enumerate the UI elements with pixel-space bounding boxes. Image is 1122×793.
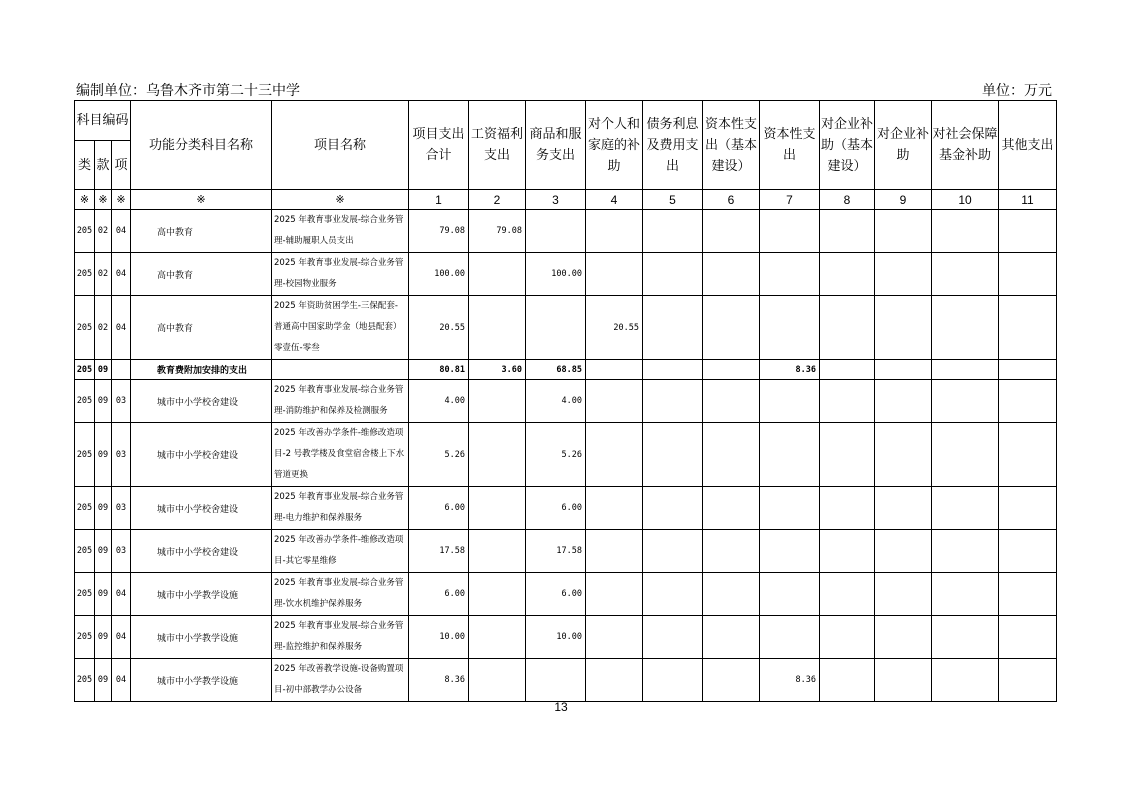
cell-value <box>932 296 999 360</box>
cell-value <box>875 616 932 659</box>
cell-func-name: 高中教育 <box>131 210 272 253</box>
cell-value <box>760 210 820 253</box>
cell-value <box>526 210 586 253</box>
cell-value: 5.26 <box>526 423 586 487</box>
symbol-mark: ※ <box>272 190 409 210</box>
cell-proj-name: 2025 年改善办学条件-维修改造项目-其它零星维修 <box>272 530 409 573</box>
table-row <box>75 573 1057 616</box>
cell-kuan: 09 <box>95 360 112 380</box>
cell-value: 6.00 <box>526 573 586 616</box>
cell-value <box>820 423 875 487</box>
cell-value <box>526 296 586 360</box>
header-proj-name: 项目名称 <box>272 101 409 190</box>
column-number: 4 <box>586 190 643 210</box>
cell-value: 6.00 <box>409 573 469 616</box>
cell-xiang: 04 <box>112 573 131 616</box>
cell-xiang: 04 <box>112 659 131 702</box>
cell-value <box>643 296 703 360</box>
cell-value <box>999 253 1057 296</box>
cell-value <box>932 253 999 296</box>
cell-proj-name: 2025 年资助贫困学生-三保配套-普通高中国家助学金（地县配套）零壹伍-零叁 <box>272 296 409 360</box>
cell-value <box>643 487 703 530</box>
cell-value <box>526 659 586 702</box>
column-number: 2 <box>469 190 526 210</box>
cell-value <box>586 423 643 487</box>
cell-value: 17.58 <box>526 530 586 573</box>
cell-value <box>999 360 1057 380</box>
cell-value <box>469 659 526 702</box>
cell-value <box>932 210 999 253</box>
cell-proj-name <box>272 360 409 380</box>
column-number: 11 <box>999 190 1057 210</box>
header-code-group: 科目编码 <box>75 101 131 141</box>
cell-value <box>703 296 760 360</box>
cell-value: 68.85 <box>526 360 586 380</box>
header-col-11: 其他支出 <box>999 101 1057 190</box>
cell-lei: 205 <box>75 530 95 573</box>
cell-value <box>643 360 703 380</box>
cell-value: 10.00 <box>526 616 586 659</box>
cell-value: 8.36 <box>409 659 469 702</box>
cell-xiang: 03 <box>112 423 131 487</box>
cell-xiang <box>112 360 131 380</box>
cell-value <box>643 253 703 296</box>
cell-value <box>999 296 1057 360</box>
cell-value <box>703 616 760 659</box>
cell-value <box>703 253 760 296</box>
cell-value: 3.60 <box>469 360 526 380</box>
column-number: 5 <box>643 190 703 210</box>
cell-value <box>820 360 875 380</box>
cell-kuan: 02 <box>95 296 112 360</box>
cell-value <box>760 423 820 487</box>
cell-value <box>932 487 999 530</box>
cell-value <box>932 530 999 573</box>
compiling-unit: 编制单位：乌鲁木齐市第二十三中学 <box>76 83 300 99</box>
cell-func-name: 城市中小学校舍建设 <box>131 380 272 423</box>
cell-value: 100.00 <box>526 253 586 296</box>
cell-value: 4.00 <box>409 380 469 423</box>
cell-value: 10.00 <box>409 616 469 659</box>
header-col-4: 对个人和家庭的补助 <box>586 101 643 190</box>
currency-unit: 单位：万元 <box>982 83 1052 99</box>
cell-value: 6.00 <box>409 487 469 530</box>
cell-value <box>586 380 643 423</box>
cell-value <box>703 380 760 423</box>
cell-value <box>469 530 526 573</box>
cell-value <box>820 530 875 573</box>
cell-value <box>999 573 1057 616</box>
header-kuan: 款 <box>95 141 112 190</box>
header-col-5: 债务利息及费用支出 <box>643 101 703 190</box>
symbol-row <box>75 190 1057 210</box>
column-number: 6 <box>703 190 760 210</box>
cell-value <box>469 616 526 659</box>
cell-value <box>875 253 932 296</box>
cell-value: 20.55 <box>409 296 469 360</box>
cell-value <box>999 530 1057 573</box>
cell-value <box>703 423 760 487</box>
cell-value <box>643 616 703 659</box>
cell-value <box>875 210 932 253</box>
cell-xiang: 03 <box>112 487 131 530</box>
cell-value <box>469 573 526 616</box>
column-number: 1 <box>409 190 469 210</box>
column-number: 10 <box>932 190 999 210</box>
cell-value <box>643 530 703 573</box>
cell-value <box>932 616 999 659</box>
cell-lei: 205 <box>75 210 95 253</box>
cell-xiang: 03 <box>112 530 131 573</box>
table-row <box>75 423 1057 487</box>
cell-value: 20.55 <box>586 296 643 360</box>
cell-value <box>820 659 875 702</box>
header-col-6: 资本性支出（基本建设） <box>703 101 760 190</box>
header-col-3: 商品和服务支出 <box>526 101 586 190</box>
cell-func-name: 城市中小学教学设施 <box>131 659 272 702</box>
header-col-9: 对企业补助 <box>875 101 932 190</box>
header-lei: 类 <box>75 141 95 190</box>
cell-value <box>643 573 703 616</box>
cell-func-name: 高中教育 <box>131 253 272 296</box>
cell-xiang: 04 <box>112 253 131 296</box>
cell-value <box>760 530 820 573</box>
table-row <box>75 253 1057 296</box>
cell-value <box>820 380 875 423</box>
cell-value: 8.36 <box>760 360 820 380</box>
cell-value: 5.26 <box>409 423 469 487</box>
table-row <box>75 659 1057 702</box>
header-col-7: 资本性支出 <box>760 101 820 190</box>
cell-proj-name: 2025 年教育事业发展-综合业务管理-电力维护和保养服务 <box>272 487 409 530</box>
cell-value <box>875 380 932 423</box>
cell-value <box>643 210 703 253</box>
cell-value <box>469 487 526 530</box>
cell-value <box>586 659 643 702</box>
cell-value <box>760 296 820 360</box>
cell-value <box>875 423 932 487</box>
column-number: 8 <box>820 190 875 210</box>
cell-value: 17.58 <box>409 530 469 573</box>
cell-lei: 205 <box>75 380 95 423</box>
cell-value <box>875 296 932 360</box>
cell-value <box>999 210 1057 253</box>
symbol-mark: ※ <box>112 190 131 210</box>
cell-value: 80.81 <box>409 360 469 380</box>
cell-kuan: 09 <box>95 659 112 702</box>
cell-value <box>703 659 760 702</box>
cell-value <box>586 360 643 380</box>
cell-value <box>820 616 875 659</box>
cell-value <box>999 423 1057 487</box>
symbol-mark: ※ <box>75 190 95 210</box>
cell-kuan: 09 <box>95 380 112 423</box>
cell-value <box>586 253 643 296</box>
cell-kuan: 02 <box>95 253 112 296</box>
header-col-8: 对企业补助（基本建设） <box>820 101 875 190</box>
cell-value <box>760 616 820 659</box>
cell-value <box>760 487 820 530</box>
cell-xiang: 04 <box>112 210 131 253</box>
cell-value <box>999 487 1057 530</box>
cell-value: 6.00 <box>526 487 586 530</box>
cell-value <box>586 616 643 659</box>
cell-value <box>875 659 932 702</box>
cell-value <box>820 253 875 296</box>
cell-value <box>820 210 875 253</box>
cell-func-name: 城市中小学校舍建设 <box>131 487 272 530</box>
cell-value <box>875 573 932 616</box>
cell-lei: 205 <box>75 487 95 530</box>
column-number: 9 <box>875 190 932 210</box>
table-row <box>75 616 1057 659</box>
cell-value <box>469 253 526 296</box>
cell-value <box>703 530 760 573</box>
cell-proj-name: 2025 年教育事业发展-综合业务管理-辅助履职人员支出 <box>272 210 409 253</box>
cell-value <box>643 380 703 423</box>
header-col-2: 工资福利支出 <box>469 101 526 190</box>
cell-value: 79.08 <box>469 210 526 253</box>
table-row <box>75 360 1057 380</box>
cell-func-name: 城市中小学校舍建设 <box>131 423 272 487</box>
cell-value: 100.00 <box>409 253 469 296</box>
table-row <box>75 380 1057 423</box>
budget-table <box>74 100 1057 702</box>
header-col-10: 对社会保障基金补助 <box>932 101 999 190</box>
cell-value <box>999 380 1057 423</box>
cell-kuan: 09 <box>95 616 112 659</box>
header-col-1: 项目支出合计 <box>409 101 469 190</box>
cell-kuan: 02 <box>95 210 112 253</box>
cell-proj-name: 2025 年教育事业发展-综合业务管理-校园物业服务 <box>272 253 409 296</box>
cell-value <box>820 487 875 530</box>
cell-xiang: 04 <box>112 296 131 360</box>
cell-xiang: 03 <box>112 380 131 423</box>
cell-proj-name: 2025 年教育事业发展-综合业务管理-消防维护和保养及检测服务 <box>272 380 409 423</box>
cell-value <box>703 573 760 616</box>
cell-lei: 205 <box>75 423 95 487</box>
cell-value <box>760 253 820 296</box>
symbol-mark: ※ <box>95 190 112 210</box>
cell-value <box>932 423 999 487</box>
cell-value <box>469 296 526 360</box>
cell-proj-name: 2025 年改善办学条件-维修改造项目-2 号教学楼及食堂宿舍楼上下水管道更换 <box>272 423 409 487</box>
cell-value <box>586 573 643 616</box>
cell-value <box>760 573 820 616</box>
cell-lei: 205 <box>75 296 95 360</box>
column-number: 7 <box>760 190 820 210</box>
cell-value <box>932 380 999 423</box>
cell-lei: 205 <box>75 360 95 380</box>
cell-value <box>586 530 643 573</box>
table-row <box>75 296 1057 360</box>
cell-value <box>586 210 643 253</box>
cell-value <box>643 659 703 702</box>
cell-proj-name: 2025 年教育事业发展-综合业务管理-监控维护和保养服务 <box>272 616 409 659</box>
cell-value <box>820 296 875 360</box>
cell-value <box>469 380 526 423</box>
cell-value <box>875 530 932 573</box>
column-number: 3 <box>526 190 586 210</box>
cell-value: 4.00 <box>526 380 586 423</box>
cell-value <box>703 360 760 380</box>
header-xiang: 项 <box>112 141 131 190</box>
cell-value <box>703 487 760 530</box>
cell-kuan: 09 <box>95 423 112 487</box>
cell-func-name: 高中教育 <box>131 296 272 360</box>
cell-value <box>875 487 932 530</box>
cell-kuan: 09 <box>95 487 112 530</box>
cell-kuan: 09 <box>95 573 112 616</box>
cell-value <box>469 423 526 487</box>
cell-value <box>999 659 1057 702</box>
cell-value <box>932 360 999 380</box>
cell-value: 79.08 <box>409 210 469 253</box>
cell-value <box>760 380 820 423</box>
cell-func-name: 城市中小学校舍建设 <box>131 530 272 573</box>
page-number: 13 <box>554 700 568 714</box>
cell-proj-name: 2025 年教育事业发展-综合业务管理-饮水机维护保养服务 <box>272 573 409 616</box>
cell-value <box>932 573 999 616</box>
cell-value <box>875 360 932 380</box>
cell-value <box>999 616 1057 659</box>
table-row <box>75 530 1057 573</box>
table-row <box>75 210 1057 253</box>
cell-lei: 205 <box>75 573 95 616</box>
cell-value <box>643 423 703 487</box>
header-func-name: 功能分类科目名称 <box>131 101 272 190</box>
cell-value <box>932 659 999 702</box>
cell-value <box>820 573 875 616</box>
cell-lei: 205 <box>75 616 95 659</box>
cell-proj-name: 2025 年改善教学设施-设备购置项目-初中部教学办公设备 <box>272 659 409 702</box>
cell-kuan: 09 <box>95 530 112 573</box>
cell-value <box>586 487 643 530</box>
cell-xiang: 04 <box>112 616 131 659</box>
cell-func-name: 城市中小学教学设施 <box>131 573 272 616</box>
symbol-mark: ※ <box>131 190 272 210</box>
cell-func-name: 教育费附加安排的支出 <box>131 360 272 380</box>
cell-value <box>703 210 760 253</box>
cell-func-name: 城市中小学教学设施 <box>131 616 272 659</box>
cell-lei: 205 <box>75 253 95 296</box>
cell-value: 8.36 <box>760 659 820 702</box>
cell-lei: 205 <box>75 659 95 702</box>
table-row <box>75 487 1057 530</box>
